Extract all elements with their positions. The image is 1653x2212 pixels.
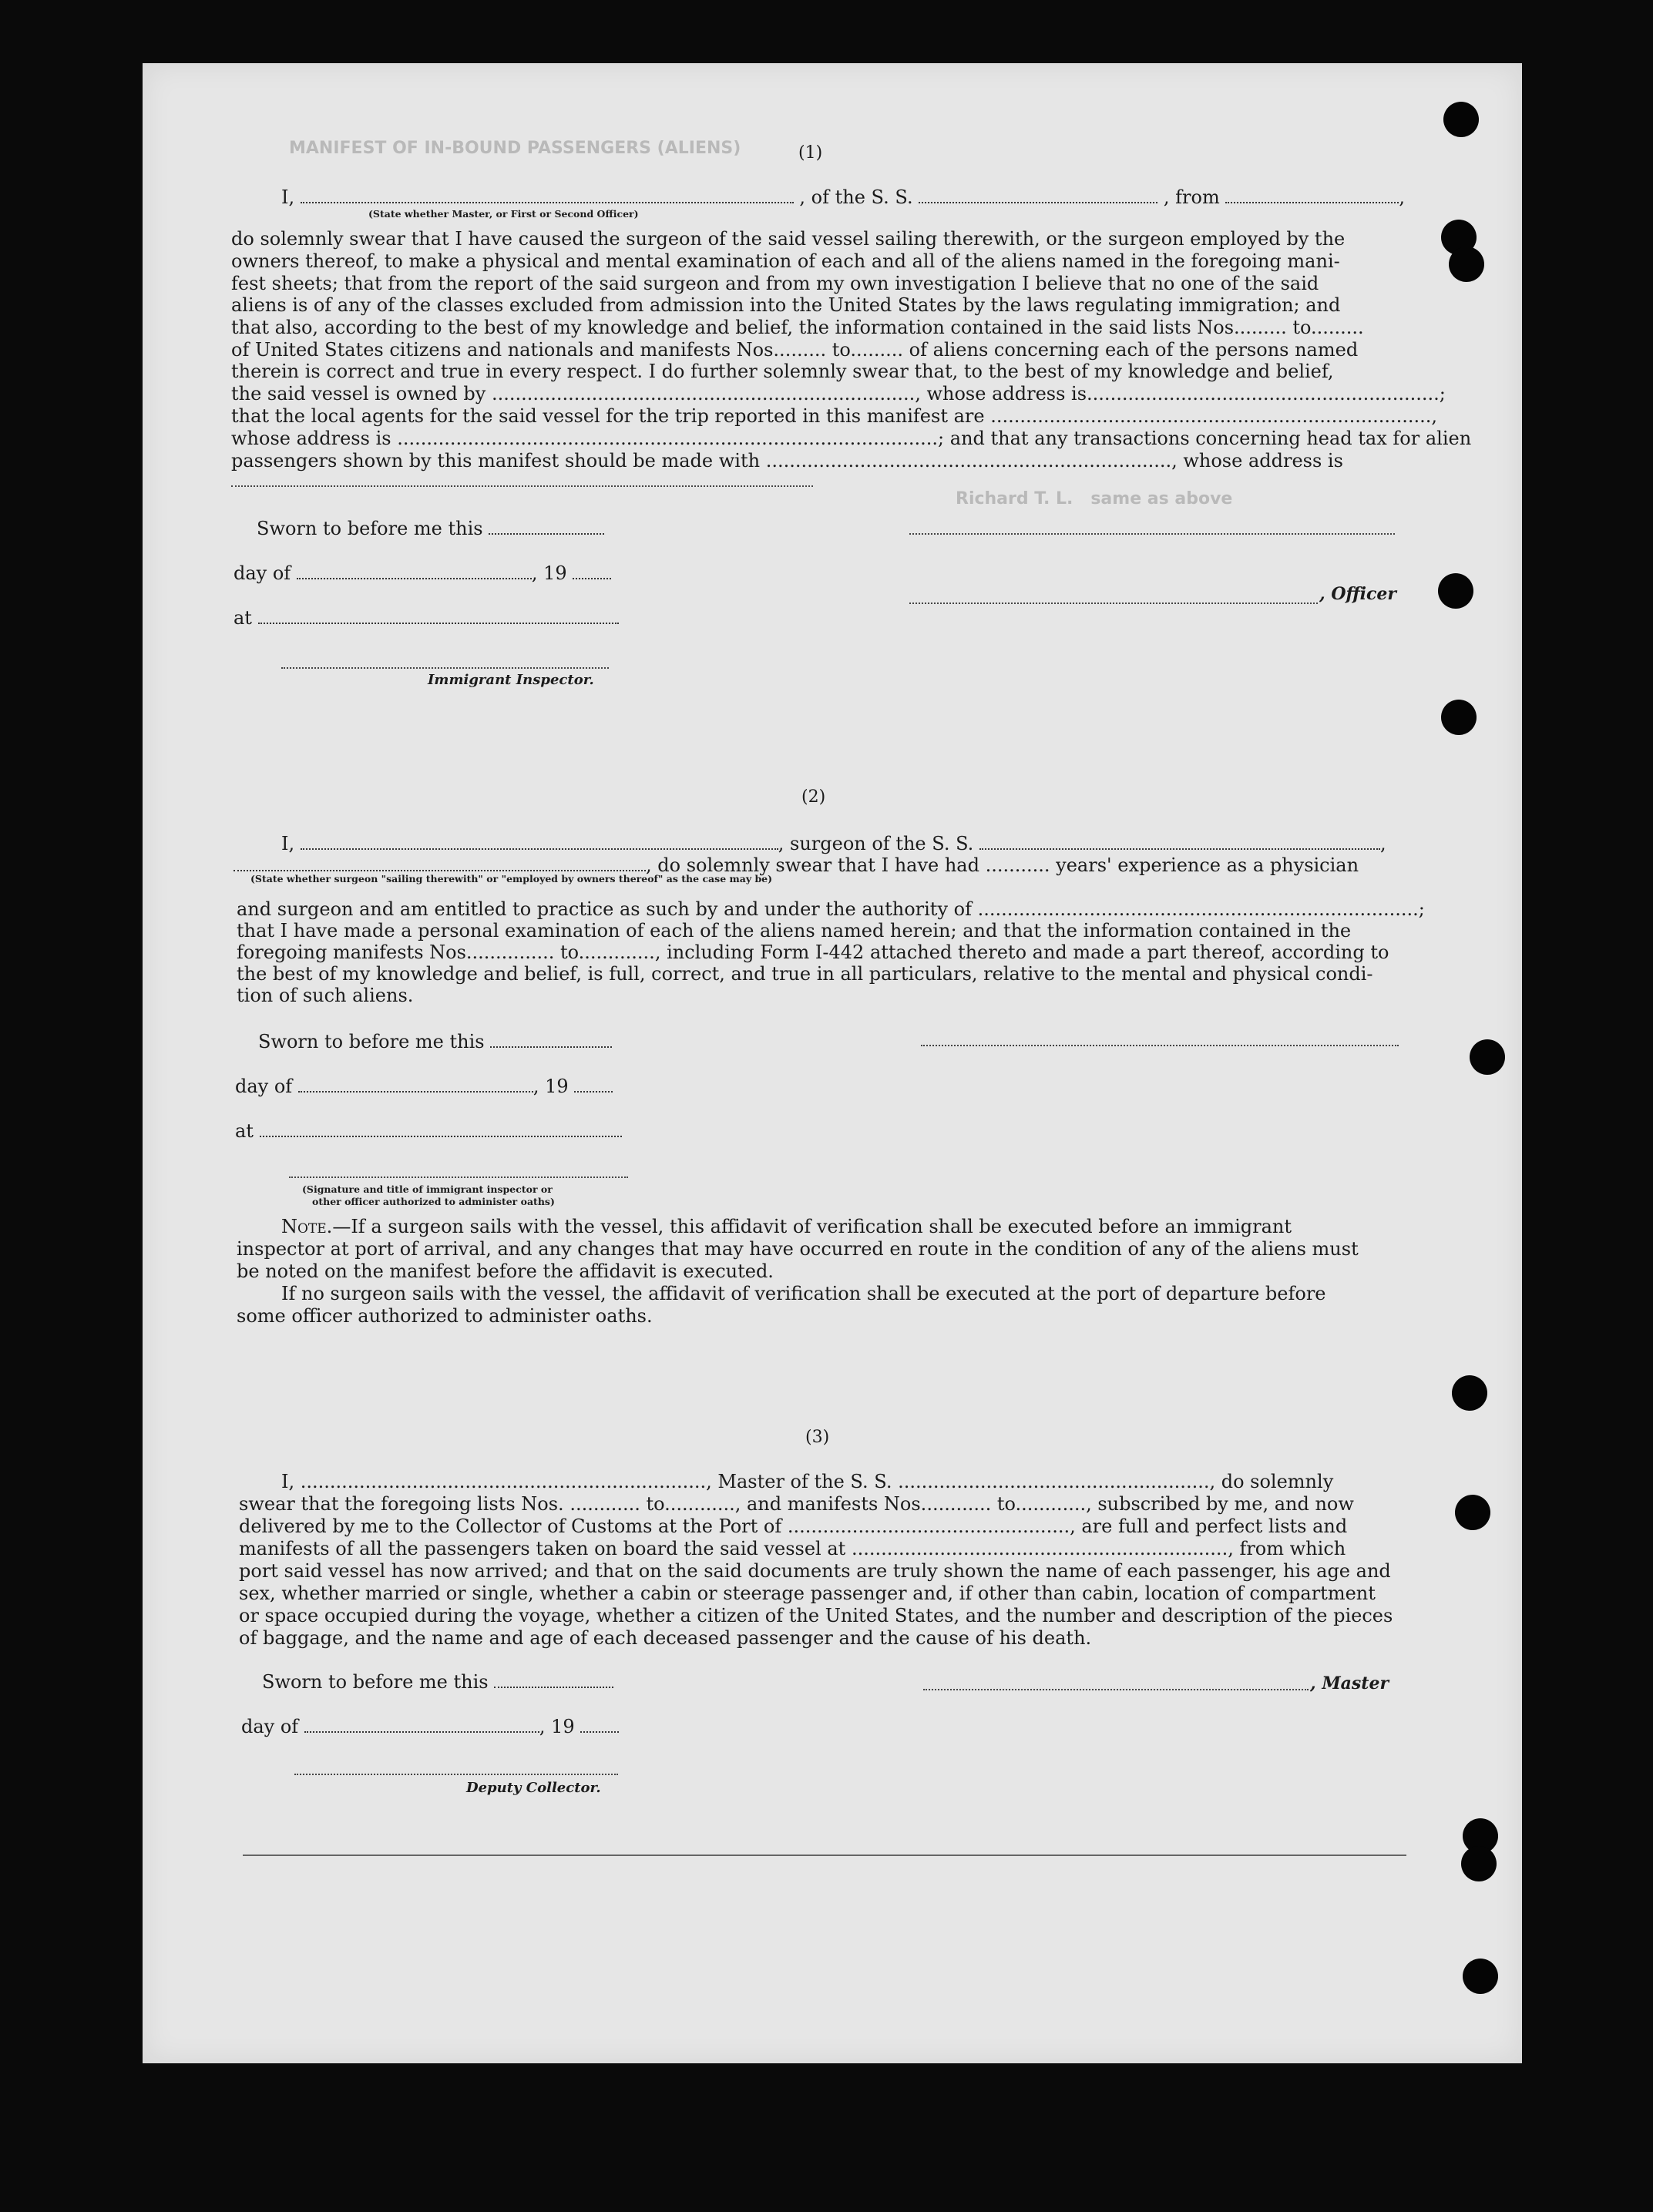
bleed-through-text: MANIFEST OF IN-BOUND PASSENGERS (ALIENS)	[289, 139, 741, 158]
section-2-day-of: day of , 19	[235, 1076, 613, 1097]
punch-hole	[1461, 1846, 1497, 1881]
section-1-oath-line: I, , of the S. S. , from ,	[281, 186, 1405, 208]
deputy-signature-line	[294, 1774, 618, 1775]
punch-hole	[1455, 1495, 1490, 1530]
section-2-sworn: Sworn to before me this	[258, 1031, 612, 1052]
officer-title-line	[909, 603, 1318, 604]
surgeon-signature-line	[921, 1045, 1399, 1046]
section-3-sworn: Sworn to before me this	[262, 1671, 613, 1693]
punch-hole	[1470, 1039, 1505, 1075]
section-2-at: at	[235, 1120, 622, 1142]
punch-hole	[1449, 247, 1484, 282]
officer-signature-line	[909, 533, 1395, 535]
master-label: , Master	[1310, 1673, 1389, 1693]
officer-label: , Officer	[1319, 584, 1397, 604]
inspector-signature-line-2	[289, 1176, 628, 1178]
note-label: Note.	[281, 1216, 333, 1237]
bleed-through-text: Richard T. L. same as above	[956, 489, 1233, 509]
sig-caption-2: other officer authorized to administer oaths)	[312, 1196, 555, 1207]
section-3-number: (3)	[805, 1428, 830, 1447]
section-1-day-of: day of , 19	[234, 562, 611, 584]
section-1-at: at	[234, 607, 619, 629]
section-2-number: (2)	[801, 787, 826, 807]
punch-hole	[1452, 1375, 1487, 1411]
section-1-officer-caption: (State whether Master, or First or Second Officer)	[368, 208, 639, 220]
punch-hole	[1438, 573, 1473, 609]
master-signature-line	[923, 1689, 1309, 1690]
section-2-line-2: , do solemnly swear that I have had ........... years' experience as a physician	[234, 854, 1359, 876]
section-2-oath-line: I, , surgeon of the S. S. ,	[281, 833, 1386, 854]
punch-hole	[1463, 1959, 1498, 1994]
sig-caption-1: (Signature and title of immigrant inspector or	[302, 1183, 553, 1195]
deputy-collector-label: Deputy Collector.	[466, 1780, 601, 1796]
punch-hole	[1443, 102, 1479, 137]
address-blank	[231, 485, 813, 487]
section-2-surgeon-caption: (State whether surgeon "sailing therewith" or "employed by owners thereof" as the case may be)	[250, 873, 773, 884]
inspector-signature-line	[281, 667, 609, 669]
punch-hole	[1441, 700, 1477, 735]
section-3-day-of: day of , 19	[241, 1716, 619, 1737]
bottom-rule	[243, 1855, 1406, 1856]
immigrant-inspector-label: Immigrant Inspector.	[428, 672, 594, 688]
section-1-number: (1)	[798, 143, 823, 163]
section-1-sworn: Sworn to before me this	[257, 518, 604, 539]
